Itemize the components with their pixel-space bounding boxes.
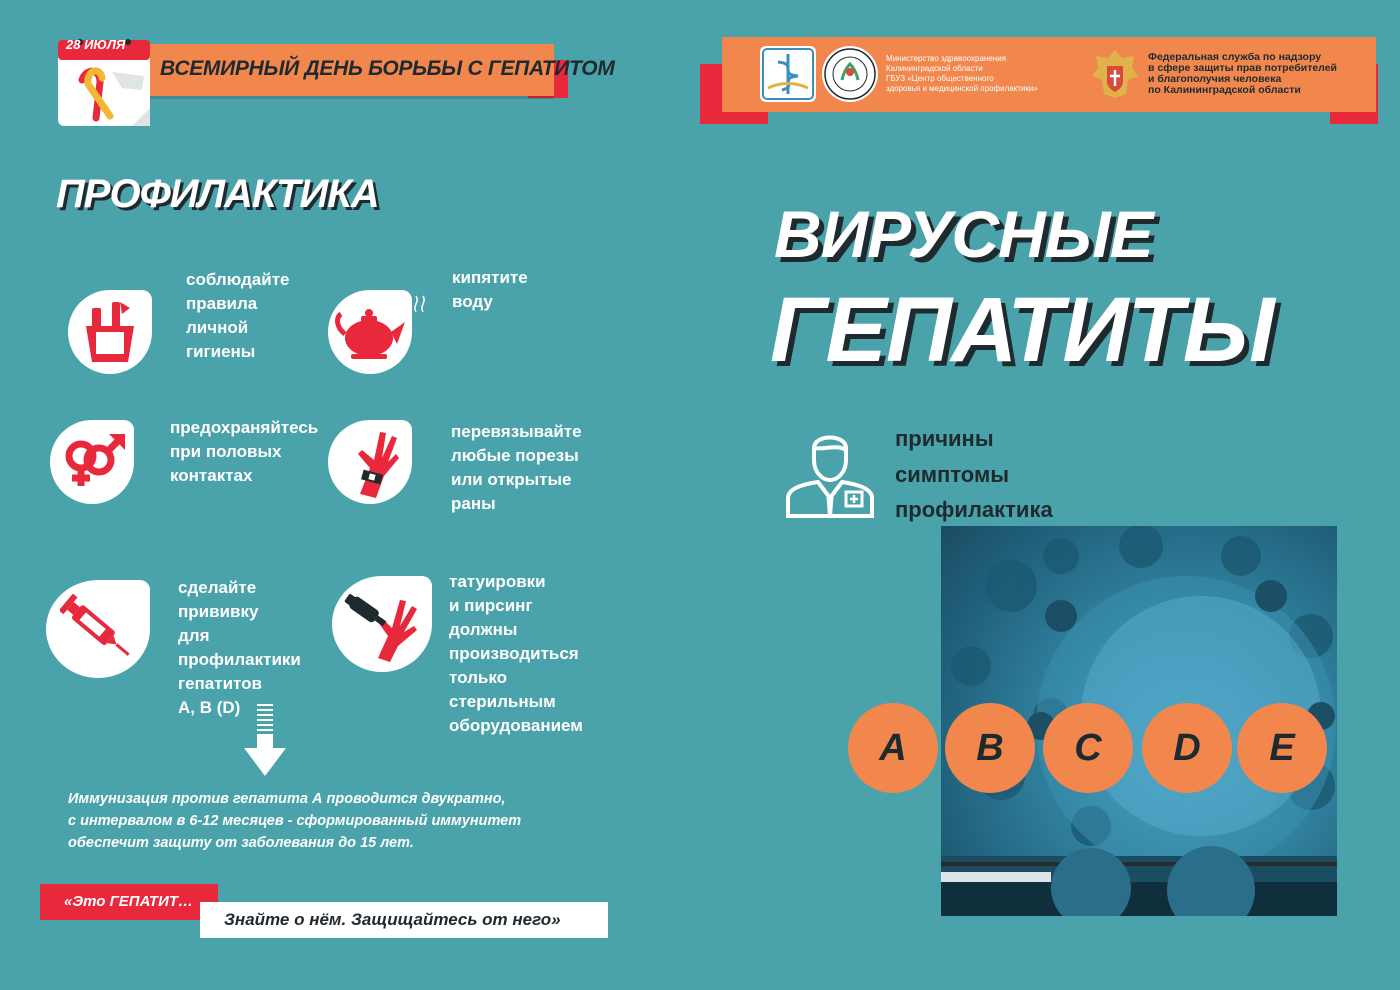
tattoo-badge (332, 576, 432, 672)
slogan-red-text: «Это ГЕПАТИТ… (64, 893, 194, 910)
hepatitis-day-banner (100, 44, 615, 96)
topic-causes: причины (895, 426, 994, 451)
tip-bandage-text: перевязывайте любые порезы или открытые раны (451, 422, 582, 513)
vaccination-badge (46, 580, 150, 678)
tattoo-machine-icon (342, 586, 422, 662)
toothbrush-cup-icon (82, 300, 138, 364)
hygiene-badge (68, 290, 152, 374)
hepatitis-day-title: ВСЕМИРНЫЙ ДЕНЬ БОРЬБЫ С ГЕПАТИТОМ (160, 57, 615, 80)
slogan-red-box (40, 884, 218, 920)
prevention-heading: ПРОФИЛАКТИКА (56, 172, 379, 216)
syringe-icon (60, 594, 136, 664)
calendar-icon (52, 28, 158, 130)
hepatitis-b-badge: B (945, 703, 1035, 793)
gender-symbols-icon (57, 430, 127, 494)
hepatitis-e-badge: E (1237, 703, 1327, 793)
health-center-org-text: Министерство здравоохранения Калининградской области ГБУЗ «Центр общественного здоровья и медицинской профилактики» (886, 54, 1038, 93)
topic-prevention: профилактика (895, 497, 1053, 522)
bandage-badge (328, 420, 412, 504)
down-arrow-icon (244, 704, 286, 778)
ministry-logo (760, 46, 816, 102)
tip-boil-water-text: кипятите воду (452, 268, 528, 311)
slogan-white-box (200, 902, 608, 938)
rospotrebnadzor-org-text: Федеральная служба по надзору в сфере защиты прав потребителей и благополучия человека по Калининградской области (1148, 51, 1337, 96)
doctor-icon (784, 426, 876, 518)
health-center-logo (822, 46, 878, 102)
tip-vaccination-text: сделайте прививку для профилактики гепатитов А, В (D) (178, 578, 301, 717)
tip-safe-sex-text: предохраняйтесь при половых контактах (170, 418, 319, 485)
topic-symptoms: симптомы (895, 462, 1010, 487)
calendar-date: 28 ИЮЛЯ (66, 37, 126, 52)
hepatitis-d-badge: D (1142, 703, 1232, 793)
immunization-note: Иммунизация против гепатита А проводится двукратно, с интервалом в 6-12 месяцев - сформированный иммунитет обеспечит защиту от заболевания до 15 лет. (68, 791, 522, 851)
title-viral: ВИРУСНЫЕ (774, 197, 1153, 271)
bandaged-hand-icon (340, 424, 400, 500)
hepatitis-c-badge: C (1043, 703, 1133, 793)
teapot-icon (331, 304, 409, 360)
title-hepatitis: ГЕПАТИТЫ (770, 279, 1274, 381)
rospotrebnadzor-emblem (1088, 46, 1142, 102)
slogan-white-text: Знайте о нём. Защищайтесь от него» (224, 910, 561, 929)
boil-water-badge (328, 290, 412, 374)
hepatitis-a-badge: A (848, 703, 938, 793)
steam-icon (412, 290, 428, 314)
tip-tattoo-text: татуировки и пирсинг должны производиться только стерильным оборудованием (449, 572, 583, 735)
tip-hygiene-text: соблюдайте правила личной гигиены (186, 270, 290, 361)
safe-sex-badge (50, 420, 134, 504)
